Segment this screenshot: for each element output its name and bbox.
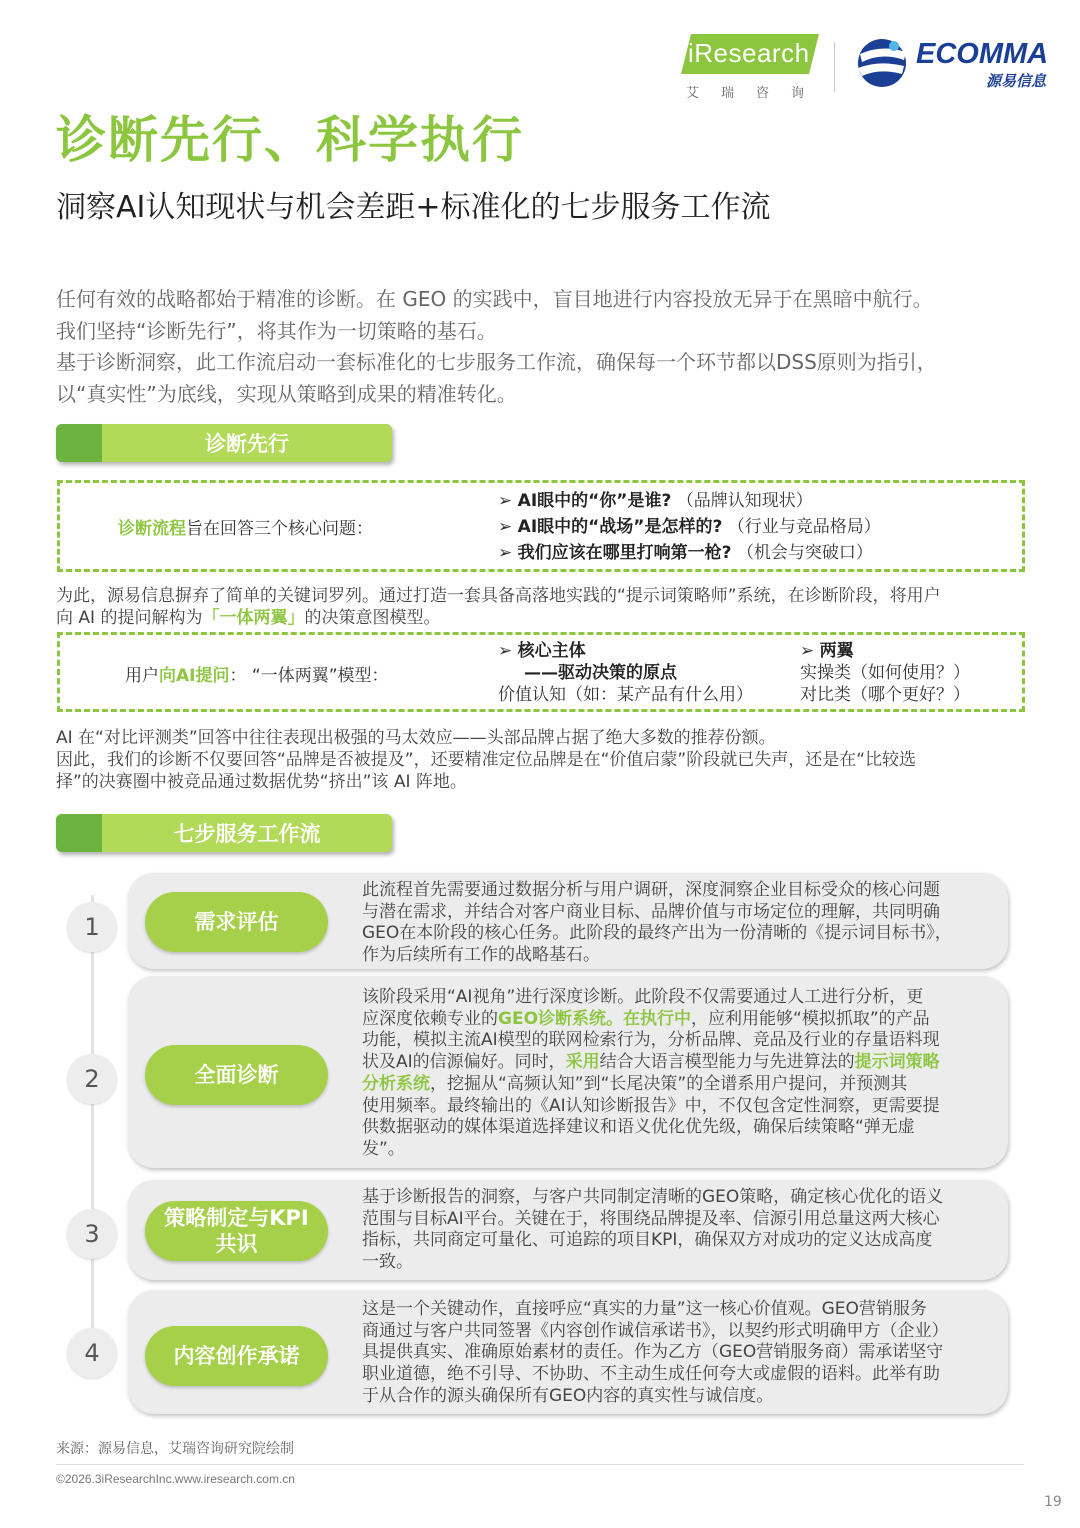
list-item (498, 540, 881, 566)
section-tab-label: 七步服务工作流 (102, 814, 392, 852)
step-description (362, 1187, 992, 1274)
text-run: 供数据驱动的媒体渠道选择建议和语义优化优先级，确保后续策略“弹无虚 (362, 1117, 915, 1138)
text-highlight: 分析系统 (362, 1073, 430, 1094)
section-tab-label: 诊断先行 (102, 424, 392, 462)
description-line (362, 1386, 992, 1408)
description-line (362, 1052, 992, 1074)
description-line (362, 923, 992, 945)
list-item (498, 514, 881, 540)
question-note: （行业与竞品格局） (727, 517, 881, 537)
diagnosis-question-list (498, 488, 881, 566)
description-line (362, 1139, 992, 1161)
ecomma-logo-subtitle: 源易信息 (986, 72, 1047, 90)
arrow-bullet-icon: ➢ (498, 641, 518, 661)
step-number: 3 (67, 1209, 117, 1259)
footer-divider (56, 1464, 1024, 1465)
page-subtitle: 洞察AI认知现状与机会差距+标准化的七步服务工作流 (56, 190, 771, 225)
step-description (362, 880, 992, 967)
intro-line: 任何有效的战略都始于精准的诊断。在 GEO 的实践中，盲目地进行内容投放无异于在黑暗中航行。 (56, 287, 933, 311)
text-run: 功能，模拟主流AI模型的联网检索行为，分析品牌、竞品及行业的存量语料现 (362, 1030, 940, 1051)
arrow-bullet-icon: ➢ (498, 491, 518, 511)
text-highlight: 提示词策略 (854, 1052, 940, 1073)
description-line (362, 987, 992, 1009)
step-number: 4 (67, 1328, 117, 1378)
paragraph-line: 择”的决赛圈中被竞品通过数据优势“挤出”该 AI 阵地。 (56, 772, 467, 792)
description-line (362, 1096, 992, 1118)
paragraph-line (56, 607, 941, 629)
intro-line: 我们坚持“诊断先行”，将其作为一切策略的基石。 (56, 318, 497, 343)
arrow-bullet-icon: ➢ (498, 543, 518, 563)
question-note: （机会与突破口） (736, 543, 873, 563)
wings-title-row (800, 640, 970, 662)
description-line (362, 1321, 992, 1343)
page-title: 诊断先行、科学执行 (56, 111, 524, 169)
text-run: 使用频率。最终输出的《AI认知诊断报告》中，不仅包含定性洞察，更需要提 (362, 1095, 940, 1116)
text-run: 向 AI 的提问解构为 (56, 608, 203, 628)
text-run: 此流程首先需要通过数据分析与用户调研，深度洞察企业目标受众的核心问题 (362, 880, 940, 900)
text-run: 应深度依赖专业的 (362, 1008, 498, 1029)
step-number: 2 (67, 1054, 117, 1104)
text-run: 与潜在需求，并结合对客户商业目标、品牌价值与市场定位的理解，共同明确 (362, 901, 940, 922)
text-run: 发”。 (362, 1138, 405, 1159)
description-line (362, 1209, 992, 1231)
iresearch-logo (686, 34, 827, 101)
text-highlight: 「一体两翼」 (202, 608, 305, 628)
paragraph-line: 为此，源易信息摒弃了简单的关键词罗列。通过打造一套具备高落地实践的“提示词策略师”系统，在诊断阶段，将用户 (56, 586, 941, 606)
question-note: （品牌认知现状） (676, 491, 813, 511)
intro-text (56, 284, 1036, 410)
step-description (362, 1299, 992, 1408)
text-run: 用户 (125, 666, 159, 686)
tab-accent (56, 424, 102, 462)
ecomma-globe-icon (854, 36, 910, 90)
description-line (362, 880, 992, 902)
text-run: ，挖掘从“高频认知”到“长尾决策”的全谱系用户提问，并预测其 (430, 1073, 908, 1094)
diagnosis-flow-highlight: 诊断流程 (118, 519, 186, 539)
question-bold: AI眼中的“战场”是怎样的? (517, 517, 723, 537)
intro-line: 基于诊断洞察，此工作流启动一套标准化的七步服务工作流，确保每一个环节都以DSS原则为指引， (56, 350, 937, 374)
text-run: 结合大语言模型能力与先进算法的 (599, 1052, 855, 1073)
intro-line: 以“真实性”为底线，实现从策略到成果的精准转化。 (56, 381, 517, 406)
paragraph-line: AI 在“对比评测类”回答中往往表现出极强的马太效应——头部品牌占据了绝大多数的推荐份额。 (56, 728, 776, 748)
description-line (362, 1230, 992, 1252)
section-tab-workflow (56, 814, 392, 852)
arrow-bullet-icon: ➢ (498, 517, 518, 537)
two-wings (800, 640, 970, 706)
text-run: 的决策意图模型。 (304, 608, 441, 628)
section-tab-diagnosis (56, 424, 392, 462)
core-title: 核心主体 (517, 641, 586, 661)
description-line (362, 1030, 992, 1052)
text-run: 指标，共同商定可量化、可追踪的项目KPI，确保双方对成功的定义达成高度 (362, 1230, 933, 1251)
description-line (362, 1074, 992, 1096)
text-run: 该阶段采用“AI视角”进行深度诊断。此阶段不仅需要通过人工进行分析，更 (362, 987, 924, 1007)
model-label (125, 661, 389, 686)
text-run: 于从合作的源头确保所有GEO内容的真实性与诚信度。 (362, 1385, 774, 1406)
description-line (362, 945, 992, 967)
description-line (362, 1364, 992, 1386)
description-line (362, 1252, 992, 1274)
ecomma-logo-text: ECOMMA (916, 38, 1049, 70)
step-name-part: 策略制定与KPI (164, 1206, 309, 1230)
wings-title: 两翼 (819, 641, 854, 661)
text-highlight: GEO诊断系统。在执行中 (498, 1008, 692, 1029)
description-line (362, 1299, 992, 1321)
text-run: 基于诊断报告的洞察，与客户共同制定清晰的GEO策略，确定核心优化的语义 (362, 1187, 944, 1207)
text-run: 职业道德，绝不引导、不协助、不主动生成任何夸大或虚假的语料。此举有助 (362, 1364, 940, 1385)
text-run: 商通过与客户共同签署《内容创作诚信承诺书》，以契约形式明确甲方（企业） (362, 1320, 949, 1341)
step-description (362, 987, 992, 1161)
page-number: 19 (1044, 1494, 1062, 1510)
text-run: 这是一个关键动作，直接呼应“真实的力量”这一核心价值观。GEO营销服务 (362, 1299, 927, 1319)
iresearch-logo-subtitle: 艾瑞咨询 (686, 86, 827, 101)
description-line (362, 1117, 992, 1139)
iresearch-logo-text: iResearch (688, 38, 810, 68)
step-name-part: 共识 (215, 1232, 258, 1256)
text-run: ，应利用能够“模拟抓取”的产品 (691, 1008, 930, 1029)
text-highlight: 向AI提问 (159, 666, 230, 686)
source-note: 来源：源易信息，艾瑞咨询研究院绘制 (56, 1441, 294, 1457)
logo-divider (834, 42, 835, 92)
description-line (362, 1342, 992, 1364)
text-highlight: 采用 (565, 1052, 600, 1073)
description-line (362, 1187, 992, 1209)
core-subject (498, 640, 753, 706)
step-name-line (164, 1205, 308, 1257)
question-bold: 我们应该在哪里打响第一枪? (517, 543, 732, 563)
strategy-paragraph (56, 585, 941, 629)
text-run: ： “一体两翼”模型： (229, 666, 389, 686)
wing-item: 对比类（哪个更好？） (800, 685, 970, 705)
ecomma-logo (854, 36, 1054, 92)
text-run: 作为后续所有工作的战略基石。 (362, 945, 600, 966)
diagnosis-flow-label (118, 514, 373, 539)
step-name-pill: 需求评估 (145, 892, 328, 952)
text-run: 范围与目标AI平台。关键在于，将围绕品牌提及率、信源引用总量这两大核心 (362, 1208, 940, 1229)
text-run: 状及AI的信源偏好。同时， (362, 1052, 566, 1073)
core-description: 价值认知（如：某产品有什么用） (498, 685, 753, 705)
arrow-bullet-icon: ➢ (800, 641, 820, 661)
core-title-row (498, 640, 753, 662)
text-run: GEO在本阶段的核心任务。此阶段的最终产出为一份清晰的《提示词目标书》， (362, 923, 952, 944)
copyright: ©2026.3iResearchInc.www.iresearch.com.cn (56, 1472, 295, 1486)
text-run: 具提供真实、准确原始素材的责任。作为乙方（GEO营销服务商）需承诺坚守 (362, 1342, 944, 1363)
wing-item: 实操类（如何使用？） (800, 663, 970, 683)
paragraph-line: 因此，我们的诊断不仅要回答“品牌是否被提及”，还要精准定位品牌是在“价值启蒙”阶段就已失声，还是在“比较选 (56, 750, 917, 770)
description-line (362, 902, 992, 924)
text-run: 一致。 (362, 1252, 413, 1273)
step-name-pill: 内容创作承诺 (145, 1326, 328, 1386)
core-subtitle: ——驱动决策的原点 (524, 663, 677, 683)
list-item (498, 488, 881, 514)
matthew-effect-paragraph (56, 727, 916, 793)
question-bold: AI眼中的“你”是谁? (517, 491, 672, 511)
diagnosis-flow-rest: 旨在回答三个核心问题： (186, 519, 373, 539)
tab-accent (56, 814, 102, 852)
step-number: 1 (67, 902, 117, 952)
step-name-pill (145, 1201, 328, 1261)
description-line (362, 1009, 992, 1031)
step-name-pill: 全面诊断 (145, 1045, 328, 1105)
timeline-line (91, 895, 94, 1375)
